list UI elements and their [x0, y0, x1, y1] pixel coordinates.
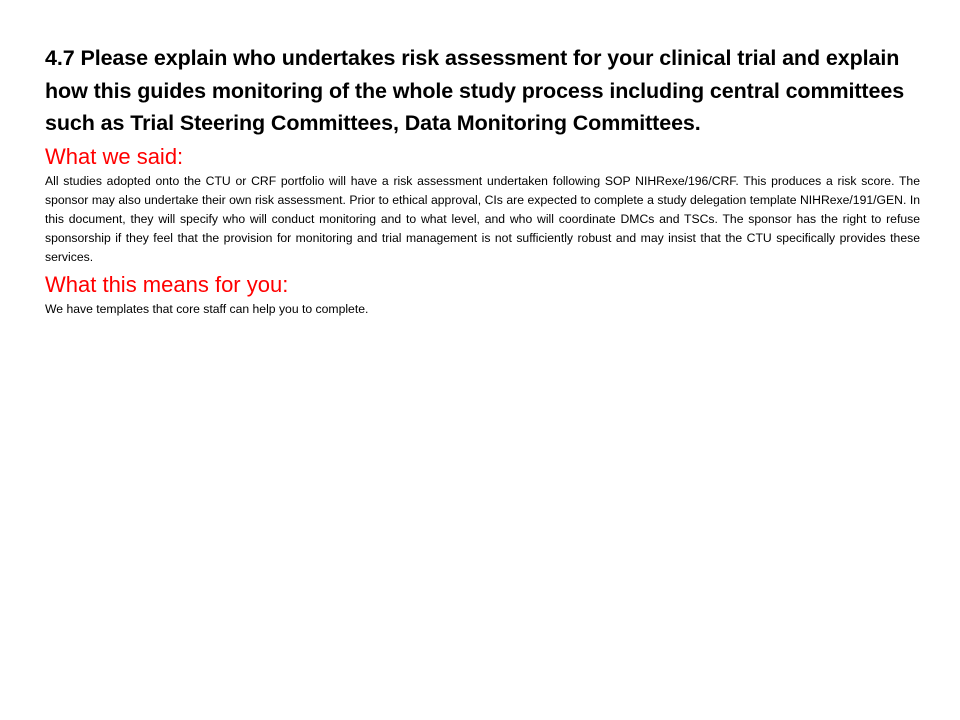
what-this-means-heading: What this means for you:: [45, 271, 289, 297]
what-this-means-body: We have templates that core staff can help you to complete.: [45, 301, 369, 316]
slide-content: [45, 42, 920, 319]
question-heading: 4.7 Please explain who undertakes risk assessment for your clinical trial and explain how this guides monitoring of the whole study process including central committees such as Trial Steering Committees, Data Monitoring Committees.: [45, 46, 905, 135]
what-we-said-heading: What we said:: [45, 143, 184, 169]
what-we-said-body: All studies adopted onto the CTU or CRF portfolio will have a risk assessment undertaken following SOP NIHRexe/196/CRF. This produces a risk score. The sponsor may also undertake their own risk assessment. Prior to ethical approval, CIs are expected to complete a study delegation template NIHRexe/191/GEN. In this document, they will specify who will conduct monitoring and to what level, and who will coordinate DMCs and TSCs. The sponsor has the right to refuse sponsorship if they feel that the provision for monitoring and trial management is not sufficiently robust and may insist that the CTU specifically provides these services.: [45, 173, 920, 265]
